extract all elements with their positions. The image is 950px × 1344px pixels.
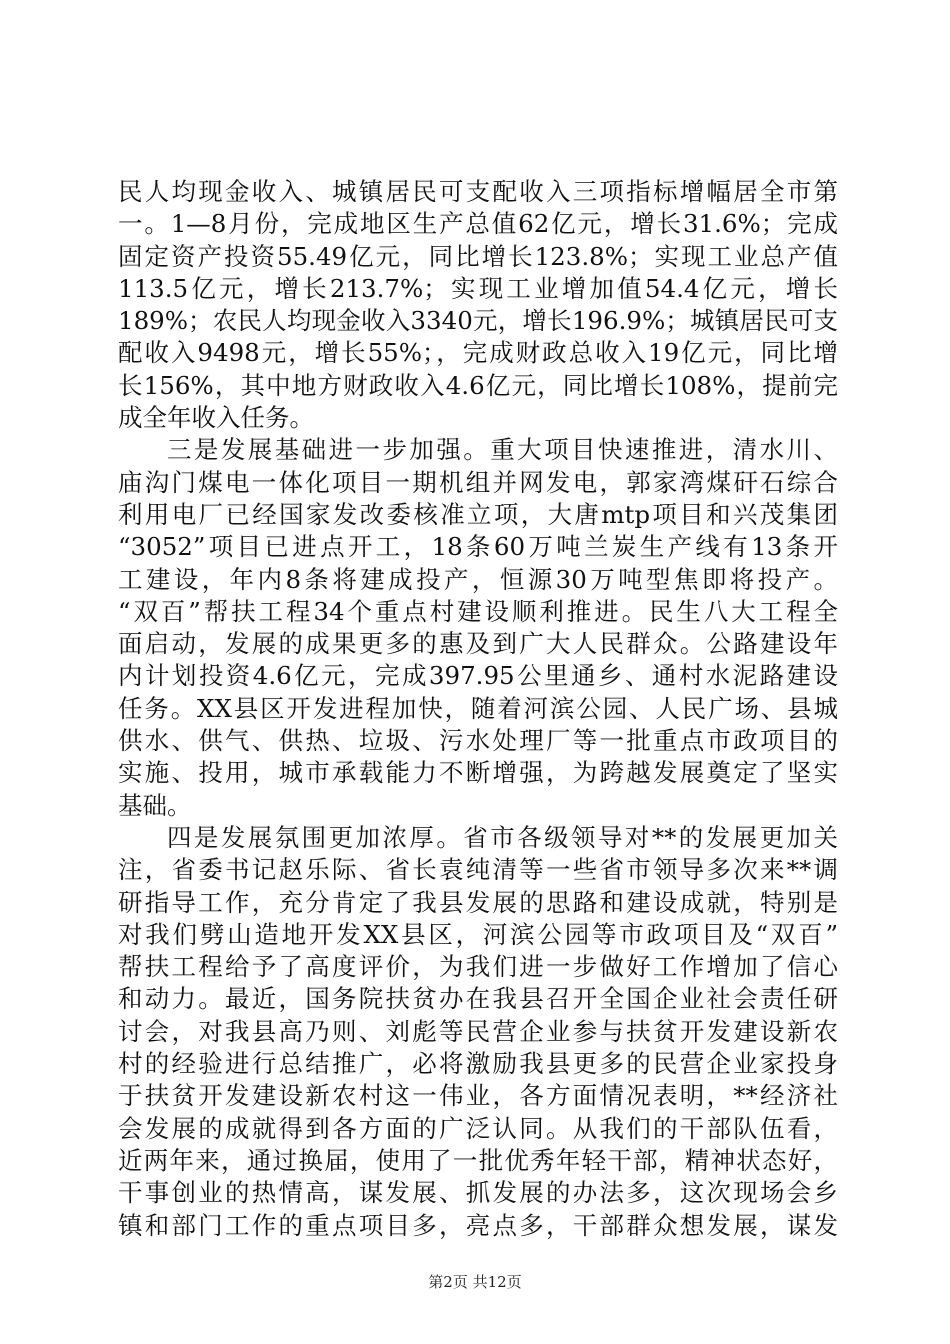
text-line: 面启动，发展的成果更多的惠及到广大人民群众。公路建设年: [118, 629, 838, 659]
page-number-footer: 第2页 共12页: [428, 1273, 522, 1291]
text-line: 干事创业的热情高，谋发展、抓发展的办法多，这次现场会乡: [118, 1178, 838, 1208]
text-line: 基础。: [118, 790, 192, 820]
body-text: [118, 176, 838, 1242]
text-line: 会发展的成就得到各方面的广泛认同。从我们的干部队伍看，: [118, 1113, 838, 1143]
text-line: 村的经验进行总结推广，必将激励我县更多的民营企业家投身: [118, 1049, 838, 1079]
text-line: 配收入9498元，增长55%；，完成财政总收入19亿元，同比增: [118, 338, 838, 368]
text-line: 内计划投资4.6亿元，完成397.95公里通乡、通村水泥路建设: [118, 661, 838, 691]
text-line: 长156%，其中地方财政收入4.6亿元，同比增长108%，提前完: [118, 370, 838, 400]
text-line: 对我们劈山造地开发XX县区，河滨公园等市政项目及“双百”: [118, 919, 838, 949]
text-line: 工建设，年内8条将建成投产，恒源30万吨型焦即将投产。: [118, 564, 838, 594]
text-line: 庙沟门煤电一体化项目一期机组并网发电，郭家湾煤矸石综合: [118, 467, 838, 497]
text-line: 一。1—8月份，完成地区生产总值62亿元，增长31.6%；完成: [118, 209, 838, 239]
text-line: 113.5亿元，增长213.7%；实现工业增加值54.4亿元，增长: [118, 273, 838, 303]
text-line: 利用电厂已经国家发改委核准立项，大唐mtp项目和兴茂集团: [118, 499, 838, 529]
text-line: 实施、投用，城市承载能力不断增强，为跨越发展奠定了坚实: [118, 758, 838, 788]
text-line: “3052”项目已进点开工，18条60万吨兰炭生产线有13条开: [118, 532, 838, 562]
text-line: 固定资产投资55.49亿元，同比增长123.8%；实现工业总产值: [118, 241, 838, 271]
text-line: 供水、供气、供热、垃圾、污水处理厂等一批重点市政项目的: [118, 726, 838, 756]
text-line: 和动力。最近，国务院扶贫办在我县召开全国企业社会责任研: [118, 984, 838, 1014]
text-line: 任务。XX县区开发进程加快，随着河滨公园、人民广场、县城: [118, 693, 838, 723]
text-line: 近两年来，通过换届，使用了一批优秀年轻干部，精神状态好，: [118, 1145, 838, 1175]
text-line: 189%；农民人均现金收入3340元，增长196.9%；城镇居民可支: [118, 306, 838, 336]
text-line: 注，省委书记赵乐际、省长袁纯清等一些省市领导多次来**调: [118, 855, 838, 885]
text-line: 讨会，对我县高乃则、刘彪等民营企业参与扶贫开发建设新农: [118, 1016, 838, 1046]
text-line: 研指导工作，充分肯定了我县发展的思路和建设成就，特别是: [118, 887, 838, 917]
text-line: “双百”帮扶工程34个重点村建设顺利推进。民生八大工程全: [118, 596, 838, 626]
paragraph-start-line: 四是发展氛围更加浓厚。省市各级领导对**的发展更加关: [167, 822, 838, 852]
text-line: 于扶贫开发建设新农村这一伟业，各方面情况表明，**经济社: [118, 1081, 838, 1111]
text-line: 镇和部门工作的重点项目多，亮点多，干部群众想发展，谋发: [118, 1210, 838, 1240]
text-line: 帮扶工程给予了高度评价，为我们进一步做好工作增加了信心: [118, 952, 838, 982]
paragraph-start-line: 三是发展基础进一步加强。重大项目快速推进，清水川、: [167, 435, 838, 465]
text-line: 成全年收入任务。: [118, 403, 314, 433]
text-line: 民人均现金收入、城镇居民可支配收入三项指标增幅居全市第: [118, 177, 838, 206]
